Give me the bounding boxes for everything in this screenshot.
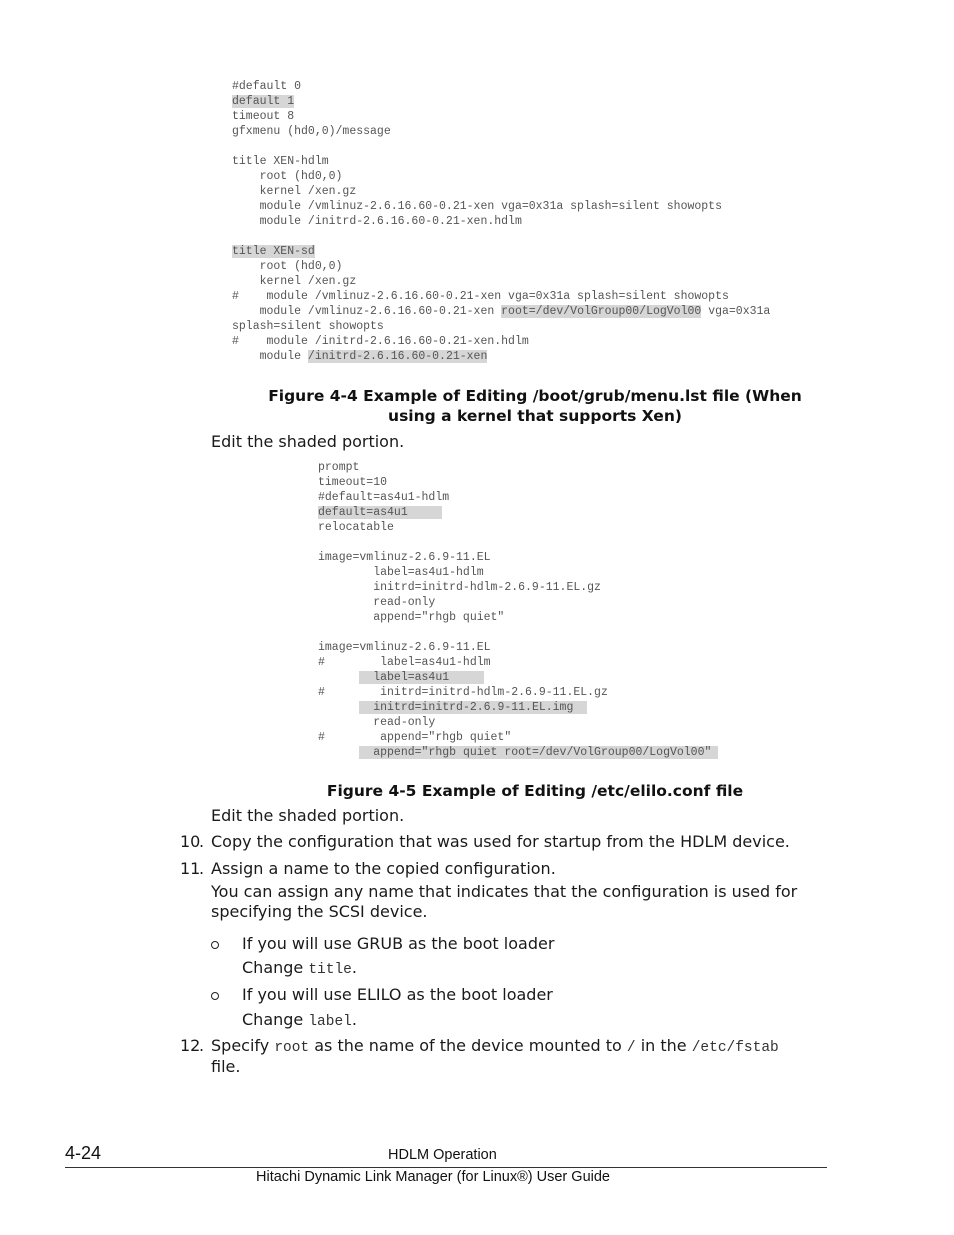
code-line [318,565,718,580]
code-segment: gfxmenu (hd0,0)/message [232,125,391,138]
code-segment: splash=silent showopts [232,320,384,333]
code-segment: module /vmlinuz-2.6.16.60-0.21-xen [232,305,502,318]
step-paragraph-line: You can assign any name that indicates that the configuration is used for [211,882,798,901]
code-line [232,304,770,319]
code-segment: read-only [318,716,436,729]
code-line [232,94,770,109]
step-text [211,1036,779,1058]
code-segment: prompt [318,461,360,474]
change-label: Change [242,1010,309,1029]
shaded-code-segment: label=as4u1 [359,671,484,684]
code-line [318,685,718,700]
code-segment: relocatable [318,521,394,534]
step-number: 12 [180,1036,201,1055]
code-segment: title XEN-hdlm [232,155,329,168]
code-segment [318,701,359,714]
shaded-code-segment: root=/dev/VolGroup00/LogVol00 [501,305,702,318]
shaded-code-segment: /initrd-2.6.16.60-0.21-xen [307,350,488,363]
step-paragraph-line: specifying the SCSI device. [211,902,428,921]
step-dot: . [199,1036,205,1055]
page-number: 4-24 [65,1143,102,1163]
code-segment: image=vmlinuz-2.6.9-11.EL [318,641,491,654]
edit-note: Edit the shaded portion. [211,432,405,451]
code-segment: #default=as4u1-hdlm [318,491,450,504]
code-line [232,79,770,94]
code-line [318,535,718,550]
bullet-text: If you will use GRUB as the boot loader [242,934,555,953]
code-line [318,460,718,475]
code-line [232,259,770,274]
code-segment: label=as4u1-hdlm [318,566,484,579]
code-line [318,490,718,505]
footer-divider [65,1167,827,1168]
code-line [318,625,718,640]
code-segment: module /vmlinuz-2.6.16.60-0.21-xen vga=0x31a splash=silent showopts [232,200,722,213]
step-text: Copy the configuration that was used for startup from the HDLM device. [211,832,790,851]
code-line [232,199,770,214]
code-segment: # module /vmlinuz-2.6.16.60-0.21-xen vga=0x31a splash=silent showopts [232,290,729,303]
figure-4-4-caption-line1: Figure 4-4 Example of Editing /boot/grub/menu.lst file (When [268,387,802,405]
code-title: title [308,962,352,978]
step-dot: . [199,859,205,878]
shaded-code-segment: default 1 [232,95,295,108]
code-line [318,700,718,715]
code-line [318,610,718,625]
step-number: 10 [180,832,201,851]
code-line [318,550,718,565]
section-title: HDLM Operation [388,1147,497,1163]
code-segment: initrd=initrd-hdlm-2.6.9-11.EL.gz [318,581,601,594]
code-label: label [308,1014,352,1030]
edit-note: Edit the shaded portion. [211,806,405,825]
step-12-text-part: in the [635,1036,692,1055]
code-segment: module /initrd-2.6.16.60-0.21-xen.hdlm [232,215,522,228]
code-line [232,214,770,229]
code-line [232,229,770,244]
bullet-icon [211,992,219,1000]
code-segment: # initrd=initrd-hdlm-2.6.9-11.EL.gz [318,686,608,699]
code-segment: root (hd0,0) [232,260,343,273]
code-segment [318,671,359,684]
code-line [232,109,770,124]
shaded-code-segment: initrd=initrd-2.6.9-11.EL.img [359,701,588,714]
code-segment: # module /initrd-2.6.16.60-0.21-xen.hdlm [232,335,529,348]
shaded-code-segment: append="rhgb quiet root=/dev/VolGroup00/LogVol00" [359,746,719,759]
code-segment: image=vmlinuz-2.6.9-11.EL [318,551,491,564]
period: . [351,958,357,977]
code-line [318,715,718,730]
code-line [232,319,770,334]
code-segment: module [232,350,308,363]
code-segment: kernel /xen.gz [232,275,357,288]
figure-4-5-caption: Figure 4-5 Example of Editing /etc/elilo.conf file [326,782,744,800]
code-line [232,154,770,169]
code-root: root [274,1040,310,1056]
code-line [232,139,770,154]
shaded-code-segment: default=as4u1 [318,506,443,519]
change-label: Change [242,958,309,977]
shaded-code-segment: title XEN-sd [232,245,315,258]
code-segment: # append="rhgb quiet" [318,731,512,744]
bullet-text: If you will use ELILO as the boot loader [242,985,553,1004]
code-segment: kernel /xen.gz [232,185,357,198]
step-text-continuation: file. [211,1057,241,1076]
figure-4-4-caption [210,386,860,426]
code-line [232,184,770,199]
book-title: Hitachi Dynamic Link Manager (for Linux®) User Guide [256,1169,610,1185]
code-line [232,274,770,289]
step-12-text-part: as the name of the device mounted to [309,1036,627,1055]
bullet-change-line [242,958,357,980]
step-dot: . [199,832,205,851]
code-line [318,520,718,535]
code-line [318,505,718,520]
code-segment: read-only [318,596,436,609]
code-line [318,745,718,760]
code-line [232,124,770,139]
code-segment: append="rhgb quiet" [318,611,505,624]
step-12-text-part: Specify [211,1036,275,1055]
code-segment: vga=0x31a [701,305,771,318]
step-number: 11 [180,859,201,878]
step-text: Assign a name to the copied configuration. [211,859,556,878]
code-line [318,640,718,655]
code-line [318,730,718,745]
figure-4-5-code-block [318,460,718,760]
code-segment: timeout 8 [232,110,295,123]
code-line [232,244,770,259]
code-segment: # label=as4u1-hdlm [318,656,491,669]
code-line [318,655,718,670]
code-slash: / [626,1040,636,1056]
code-line [232,349,770,364]
code-line [232,334,770,349]
code-line [318,595,718,610]
bullet-icon [211,941,219,949]
period: . [351,1010,357,1029]
code-line [318,670,718,685]
code-line [232,289,770,304]
figure-4-4-caption-line2: using a kernel that supports Xen) [388,407,682,425]
code-line [318,580,718,595]
bullet-change-line [242,1010,357,1032]
code-segment: root (hd0,0) [232,170,343,183]
figure-4-4-code-block [232,79,770,364]
code-segment: timeout=10 [318,476,388,489]
code-etc-fstab: /etc/fstab [691,1040,779,1056]
code-line [318,475,718,490]
code-segment: #default 0 [232,80,302,93]
code-segment [318,746,359,759]
code-line [232,169,770,184]
